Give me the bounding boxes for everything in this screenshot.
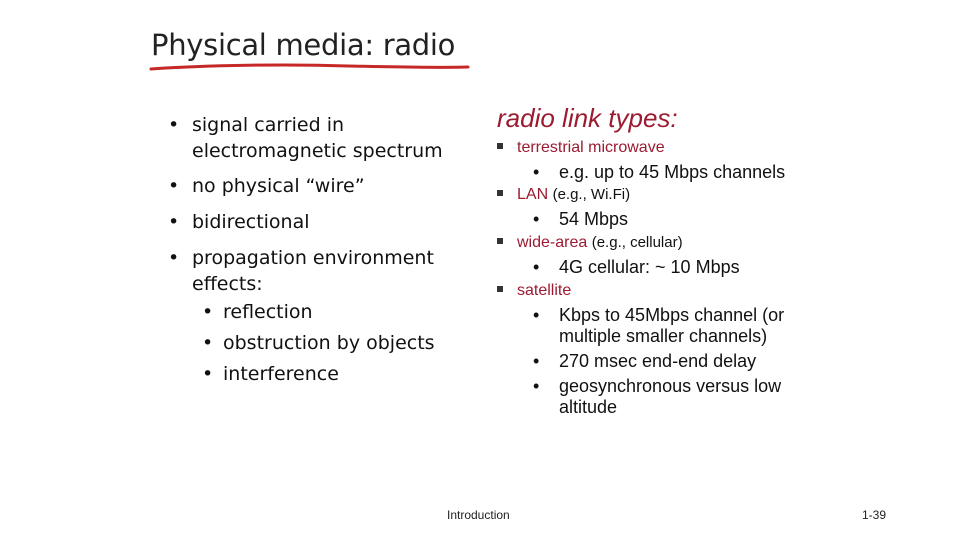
bullet-dot: • (533, 351, 540, 371)
link-detail-text: Kbps to 45Mbps channel (or multiple smaller channels) (559, 305, 785, 346)
link-detail-text: geosynchronous versus low altitude (559, 376, 782, 417)
link-detail-text: 4G cellular: ~ 10 Mbps (559, 257, 740, 277)
bullet-dot: • (533, 209, 540, 229)
link-detail (533, 257, 740, 278)
link-type-terrestrial (497, 139, 665, 157)
link-detail (533, 376, 833, 418)
link-type-label: LAN (517, 186, 549, 203)
left-bullet-list (168, 110, 468, 390)
square-bullet-icon (497, 286, 503, 292)
left-bullet-text: propagation environment effects: (192, 247, 434, 295)
bullet-dot: • (202, 363, 214, 385)
left-sub-bullet (168, 328, 468, 359)
left-bullet-text: signal carried in electromagnetic spectrum (192, 114, 443, 162)
left-sub-bullet-text: obstruction by objects (223, 332, 435, 354)
link-detail-text: 54 Mbps (559, 209, 629, 229)
left-bullet (168, 173, 468, 199)
left-bullet-text: bidirectional (192, 211, 310, 233)
left-bullet (168, 245, 468, 297)
bullet-dot: • (533, 257, 540, 277)
radio-link-types-heading: radio link types: (497, 103, 678, 133)
bullet-dot: • (202, 332, 214, 354)
left-sub-bullet-text: interference (223, 363, 339, 385)
footer-section-label: Introduction (447, 508, 510, 522)
title-underline (148, 60, 473, 74)
square-bullet-icon (497, 238, 503, 244)
link-detail (533, 209, 628, 230)
link-type-label: satellite (517, 282, 572, 299)
link-type-suffix: (e.g., cellular) (591, 234, 683, 251)
bullet-dot: • (168, 175, 180, 197)
square-bullet-icon (497, 190, 503, 196)
link-type-wide-area (497, 234, 683, 252)
link-type-label: terrestrial microwave (517, 139, 665, 156)
bullet-dot: • (168, 114, 180, 136)
link-detail (533, 162, 785, 183)
link-type-label: wide-area (517, 234, 588, 251)
link-detail-text: 270 msec end-end delay (559, 351, 757, 371)
bullet-dot: • (533, 162, 540, 182)
link-detail (533, 305, 833, 347)
slide-number: 1-39 (862, 508, 887, 522)
bullet-dot: • (533, 305, 540, 325)
left-bullet (168, 209, 468, 235)
bullet-dot: • (202, 301, 214, 323)
left-bullet (168, 112, 468, 164)
bullet-dot: • (533, 376, 540, 396)
left-sub-bullet-text: reflection (223, 301, 313, 323)
link-detail-text: e.g. up to 45 Mbps channels (559, 162, 786, 182)
left-bullet-text: no physical “wire” (192, 175, 365, 197)
bullet-dot: • (168, 211, 180, 233)
link-detail (533, 351, 833, 372)
link-type-suffix: (e.g., Wi.Fi) (552, 186, 631, 203)
square-bullet-icon (497, 143, 503, 149)
left-sub-bullet (168, 359, 468, 390)
slide-title: Physical media: radio (151, 28, 456, 62)
link-type-lan (497, 186, 630, 204)
left-sub-bullet (168, 297, 468, 328)
link-type-satellite (497, 282, 571, 300)
bullet-dot: • (168, 247, 180, 269)
